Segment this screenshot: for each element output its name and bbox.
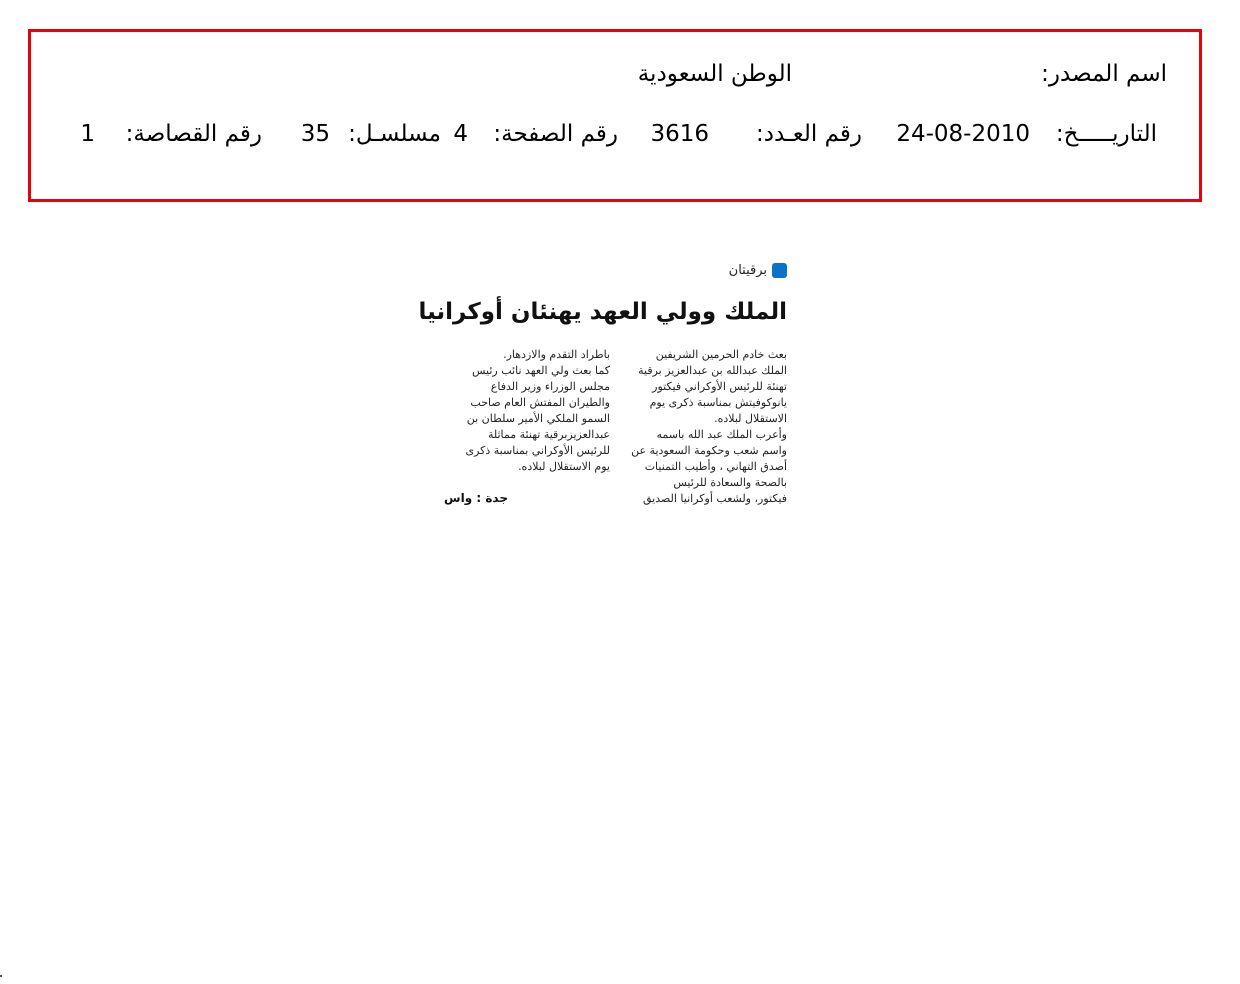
clip-label: رقم القصاصة:: [125, 121, 262, 147]
article-line: أصدق التهاني ، وأطيب التمنيات: [644, 460, 787, 473]
article-line: الاستقلال لبلاده.: [714, 412, 787, 425]
date-value: 24-08-2010: [896, 121, 1030, 147]
serial-label: مسلسـل:: [348, 121, 441, 147]
source-label: اسم المصدر:: [1041, 61, 1167, 87]
article-line: السمو الملكي الأمير سلطان بن: [466, 412, 610, 425]
article-line: وأعرب الملك عبد الله باسمه: [656, 428, 787, 441]
issue-value: 3616: [650, 121, 709, 147]
date-label: التاريـــــخ:: [1055, 121, 1157, 147]
clip-value: 1: [80, 121, 95, 147]
section-tag: [729, 263, 787, 278]
article-column-left: [450, 347, 610, 475]
article-line: مجلس الوزراء وزير الدفاع: [490, 380, 610, 393]
article-line: بعث خادم الحرمين الشريفين: [655, 348, 787, 361]
article-line: تهنئة للرئيس الأوكراني فيكتور: [652, 380, 787, 393]
serial-value: 35: [300, 121, 330, 147]
article-line: والطيران المفتش العام صاحب: [470, 396, 610, 409]
issue-label: رقم العـدد:: [755, 121, 862, 147]
article-line: عبدالعزيزبرقية تهنئة مماثلة: [487, 428, 610, 441]
article-line: واسم شعب وحكومة السعودية عن: [631, 444, 787, 457]
scan-artifact: [0, 975, 2, 977]
article-column-right: [622, 347, 787, 507]
article-line: باطراد التقدم والازدهار.: [503, 348, 610, 361]
page-label: رقم الصفحة:: [493, 121, 618, 147]
article-line: الملك عبدالله بن عبدالعزيز برقية: [638, 364, 787, 377]
article-line: كما بعث ولي العهد نائب رئيس: [472, 364, 610, 377]
article-line: يوم الاستقلال لبلاده.: [518, 460, 610, 473]
article-line: يانوكوفيتش بمناسبة ذكرى يوم: [649, 396, 787, 409]
article-headline: الملك وولي العهد يهنئان أوكرانيا: [418, 299, 787, 325]
article-dateline: جدة : واس: [444, 491, 508, 505]
section-marker-icon: [772, 263, 787, 278]
article-line: فيكتور، ولشعب أوكرانيا الصديق: [642, 492, 787, 505]
article-line: بالصحة والسعادة للرئيس: [673, 476, 787, 489]
article-line: للرئيس الأوكراني بمناسبة ذكرى: [465, 444, 610, 457]
section-label: برقيتان: [728, 263, 767, 278]
source-value: الوطن السعودية: [637, 61, 792, 87]
clipping-metadata-box: [28, 29, 1202, 202]
page-value: 4: [453, 121, 468, 147]
